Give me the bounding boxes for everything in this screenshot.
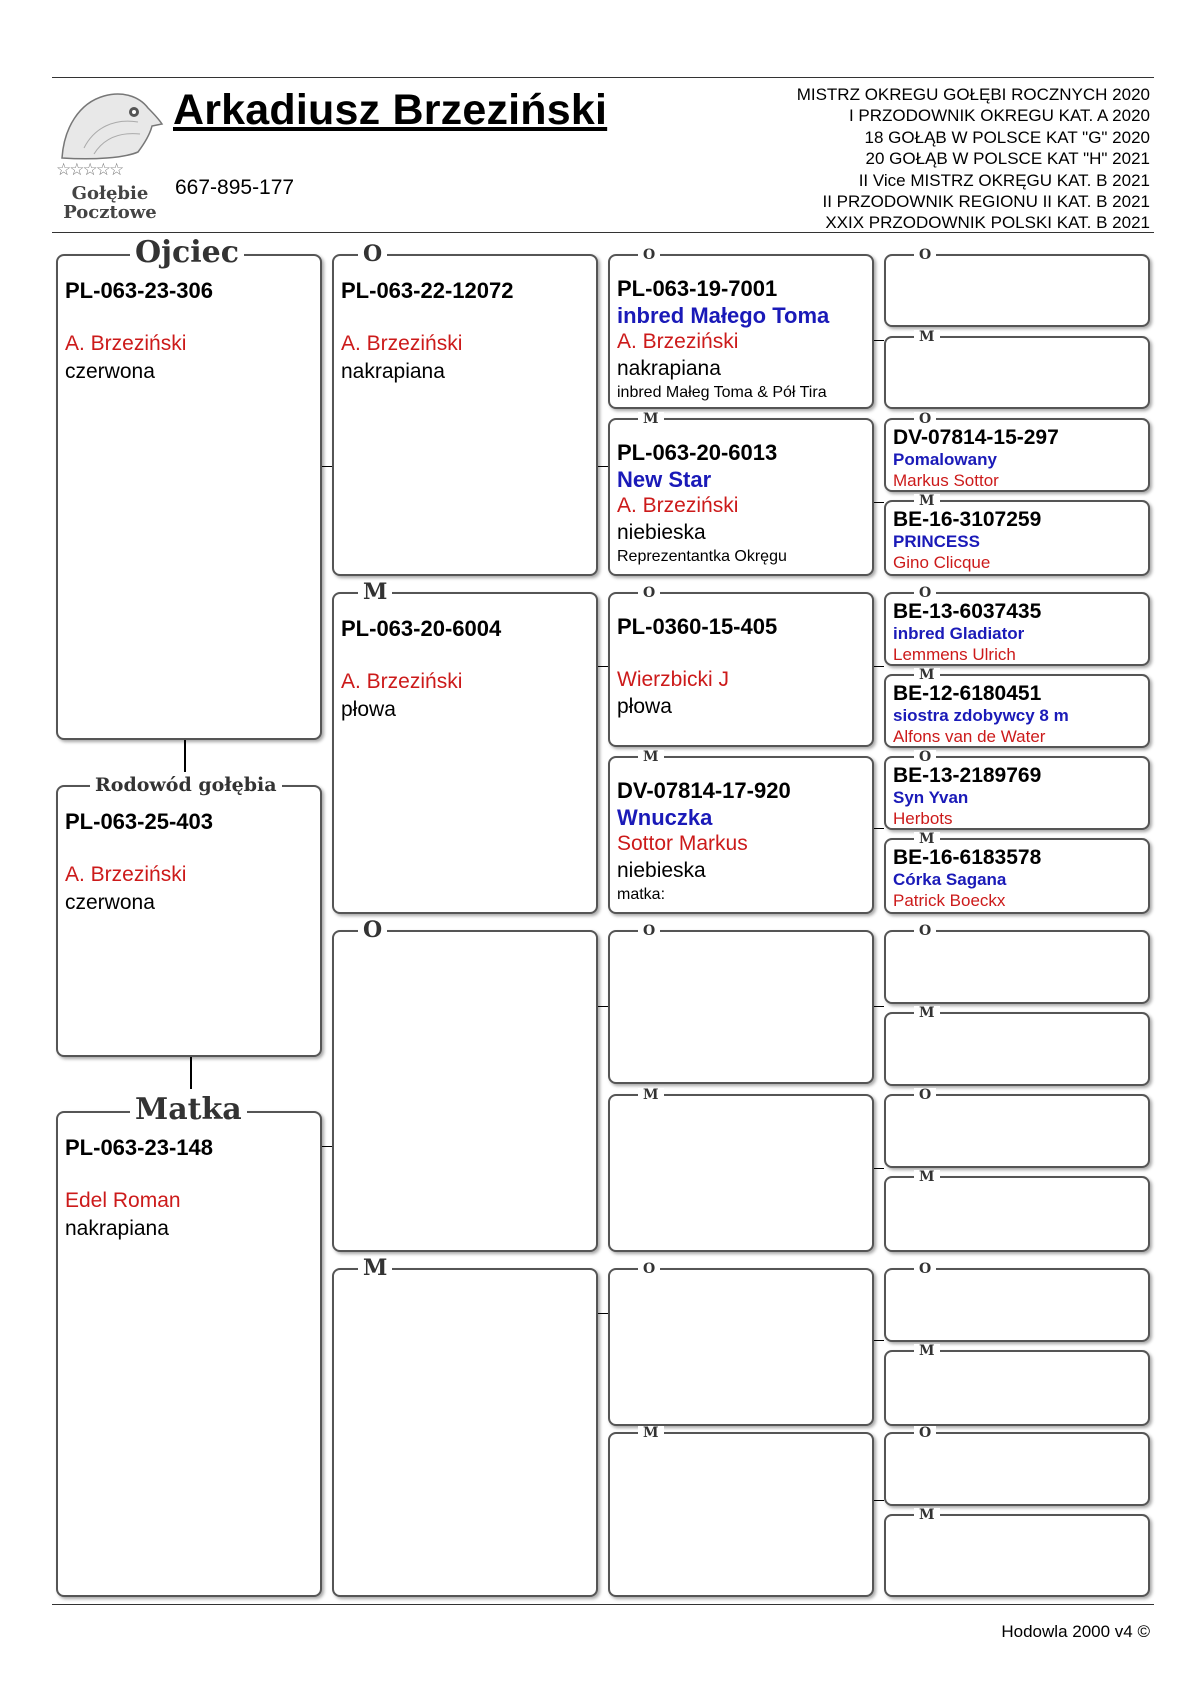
- footer-rule: [52, 1604, 1154, 1605]
- card-label: M: [638, 1426, 664, 1440]
- owner-name: A. Brzeziński: [617, 330, 739, 353]
- gen4-card[interactable]: [884, 1005, 1150, 1086]
- gen3-card[interactable]: [608, 1087, 874, 1252]
- connector-line: [874, 340, 884, 341]
- pigeon-note: matka:: [617, 886, 666, 903]
- owner-name: A. Brzeziński: [617, 494, 739, 517]
- pigeon-name: Córka Sagana: [893, 870, 1007, 889]
- ring-number: DV-07814-17-920: [617, 778, 791, 803]
- card-label: O: [638, 1262, 660, 1276]
- logo-line1: Gołębie: [71, 183, 149, 204]
- connector-line: [598, 666, 608, 667]
- gen2-card[interactable]: [332, 917, 598, 1252]
- card-label: M: [914, 1344, 940, 1358]
- pigeon-name: siostra zdobywcy 8 m: [893, 706, 1069, 725]
- father-card[interactable]: [56, 235, 322, 740]
- logo: [54, 88, 164, 223]
- connector-line: [598, 1313, 608, 1314]
- connector-line: [322, 466, 332, 467]
- connector-line: [874, 1006, 884, 1007]
- pigeon-color: czerwona: [65, 891, 155, 914]
- card-label: O: [358, 243, 387, 265]
- gen4-card[interactable]: [884, 247, 1150, 327]
- gen4-card[interactable]: [884, 1261, 1150, 1342]
- connector-line: [190, 1057, 192, 1089]
- achievement-item: I PRZODOWNIK OKREGU KAT. A 2020: [848, 106, 1150, 126]
- card-label: O: [914, 924, 936, 938]
- card-label: O: [638, 586, 660, 600]
- card-label: O: [914, 586, 936, 600]
- pigeon-name: Wnuczka: [617, 805, 713, 830]
- connector-line: [874, 1340, 884, 1341]
- gen3-card[interactable]: [608, 585, 874, 747]
- gen4-card[interactable]: [884, 1343, 1150, 1426]
- gen4-card[interactable]: [884, 667, 1150, 748]
- ring-number: BE-13-2189769: [893, 764, 1042, 787]
- ring-number: PL-063-20-6013: [617, 440, 778, 465]
- card-label: O: [638, 924, 660, 938]
- card-label: O: [914, 1426, 936, 1440]
- gen4-card[interactable]: [884, 329, 1150, 409]
- ring-number: BE-16-6183578: [893, 846, 1042, 869]
- owner-name: Herbots: [893, 809, 953, 828]
- gen4-card[interactable]: [884, 1087, 1150, 1168]
- ring-number: PL-063-25-403: [65, 809, 213, 834]
- card-label: M: [914, 832, 940, 846]
- connector-line: [598, 1006, 608, 1007]
- connector-line: [322, 1146, 332, 1147]
- pigeon-color: płowa: [341, 698, 396, 721]
- ring-number: PL-063-20-6004: [341, 616, 502, 641]
- owner-name: Markus Sottor: [893, 471, 999, 490]
- pigeon-name: Pomalowany: [893, 450, 997, 469]
- card-label: O: [914, 412, 936, 426]
- achievement-item: 18 GOŁĄB W POLSCE KAT "G" 2020: [864, 127, 1150, 147]
- pigeon-color: czerwona: [65, 360, 155, 383]
- card-label: O: [914, 1262, 936, 1276]
- pigeon-note: Reprezentantka Okręgu: [617, 548, 787, 565]
- pigeon-color: niebieska: [617, 859, 706, 882]
- ring-number: PL-063-23-148: [65, 1135, 213, 1160]
- achievement-item: 20 GOŁĄB W POLSCE KAT "H" 2021: [865, 149, 1150, 169]
- pigeon-name: inbred Gladiator: [893, 624, 1025, 643]
- logo-stars: ☆☆☆☆☆: [56, 160, 123, 180]
- owner-name: Gino Clicque: [893, 553, 991, 572]
- gen3-card[interactable]: [608, 749, 874, 914]
- gen4-card[interactable]: [884, 923, 1150, 1004]
- ring-number: PL-063-19-7001: [617, 276, 778, 301]
- card-label: Matka: [130, 1095, 247, 1125]
- ring-number: PL-063-23-306: [65, 278, 213, 303]
- connector-line: [598, 466, 608, 467]
- mother-card[interactable]: [56, 1092, 322, 1597]
- ring-number: BE-13-6037435: [893, 600, 1042, 623]
- card-label: O: [914, 750, 936, 764]
- owner-name: A. Brzeziński: [341, 332, 463, 355]
- header-top-rule: [52, 77, 1154, 78]
- ring-number: BE-16-3107259: [893, 508, 1042, 531]
- achievement-item: MISTRZ OKREGU GOŁĘBI ROCZNYCH 2020: [796, 85, 1150, 104]
- owner-name: Sottor Markus: [617, 832, 748, 855]
- card-label: M: [914, 1006, 940, 1020]
- ring-number: DV-07814-15-297: [893, 426, 1059, 449]
- footer-credit: Hodowla 2000 v4 ©: [1001, 1622, 1150, 1641]
- gen3-card[interactable]: [608, 1425, 874, 1597]
- breeder-name: Arkadiusz Brzeziński: [173, 86, 608, 134]
- owner-name: A. Brzeziński: [65, 863, 187, 886]
- owner-name: Edel Roman: [65, 1189, 181, 1212]
- achievement-item: XXIX PRZODOWNIK POLSKI KAT. B 2021: [825, 213, 1150, 233]
- owner-name: A. Brzeziński: [65, 332, 187, 355]
- gen4-card[interactable]: [884, 1425, 1150, 1506]
- connector-line: [874, 502, 884, 503]
- pigeon-head-icon: [54, 88, 164, 163]
- card-label: M: [358, 1257, 392, 1279]
- gen4-card[interactable]: [884, 411, 1150, 492]
- pigeon-note: inbred Małeg Toma & Pół Tira: [617, 384, 827, 401]
- gen2-card[interactable]: [332, 241, 598, 576]
- ring-number: BE-12-6180451: [893, 682, 1042, 705]
- pigeon-color: niebieska: [617, 521, 706, 544]
- card-label: M: [638, 1088, 664, 1102]
- owner-name: A. Brzeziński: [341, 670, 463, 693]
- breeder-phone: 667-895-177: [175, 176, 295, 199]
- pigeon-color: płowa: [617, 695, 672, 718]
- connector-line: [874, 666, 884, 667]
- pigeon-name: PRINCESS: [893, 532, 980, 551]
- ring-number: PL-063-22-12072: [341, 278, 514, 303]
- card-label: M: [638, 412, 664, 426]
- connector-line: [874, 1500, 884, 1501]
- pigeon-color: nakrapiana: [341, 360, 445, 383]
- owner-name: Patrick Boeckx: [893, 891, 1006, 910]
- card-label: M: [914, 668, 940, 682]
- connector-line: [874, 828, 884, 829]
- card-label: O: [914, 248, 936, 262]
- gen2-card[interactable]: [332, 579, 598, 914]
- owner-name: Lemmens Ulrich: [893, 645, 1016, 664]
- pigeon-name: inbred Małego Toma: [617, 303, 830, 328]
- achievement-item: II PRZODOWNIK REGIONU II KAT. B 2021: [822, 192, 1150, 212]
- gen4-card[interactable]: [884, 831, 1150, 914]
- owner-name: Alfons van de Water: [893, 727, 1046, 746]
- card-label: M: [914, 494, 940, 508]
- gen3-card[interactable]: [608, 247, 874, 409]
- gen4-card[interactable]: [884, 1169, 1150, 1252]
- subject-card[interactable]: [56, 774, 322, 1057]
- pigeon-name: New Star: [617, 467, 712, 492]
- card-label: M: [358, 581, 392, 603]
- pigeon-name: Syn Yvan: [893, 788, 969, 807]
- gen4-card[interactable]: [884, 493, 1150, 576]
- gen2-card[interactable]: [332, 1255, 598, 1597]
- logo-line2: Pocztowe: [63, 202, 157, 223]
- gen4-card[interactable]: [884, 749, 1150, 830]
- gen3-card[interactable]: [608, 1261, 874, 1426]
- achievement-item: II Vice MISTRZ OKRĘGU KAT. B 2021: [858, 170, 1150, 190]
- gen4-card[interactable]: [884, 585, 1150, 666]
- card-label: O: [358, 919, 387, 941]
- connector-line: [184, 740, 186, 772]
- achievements-list: [797, 84, 1150, 234]
- card-label: M: [638, 750, 664, 764]
- ring-number: PL-0360-15-405: [617, 614, 778, 639]
- gen3-card[interactable]: [608, 411, 874, 576]
- card-label: Rodowód gołębia: [90, 776, 282, 795]
- gen3-card[interactable]: [608, 923, 874, 1084]
- pigeon-color: nakrapiana: [65, 1217, 169, 1240]
- gen4-card[interactable]: [884, 1507, 1150, 1597]
- card-label: Ojciec: [130, 238, 244, 268]
- card-label: M: [914, 1170, 940, 1184]
- owner-name: Wierzbicki J: [617, 668, 730, 691]
- card-label: M: [914, 1508, 940, 1522]
- card-label: O: [638, 248, 660, 262]
- card-label: M: [914, 330, 940, 344]
- pigeon-color: nakrapiana: [617, 357, 721, 380]
- card-label: O: [914, 1088, 936, 1102]
- connector-line: [874, 1168, 884, 1169]
